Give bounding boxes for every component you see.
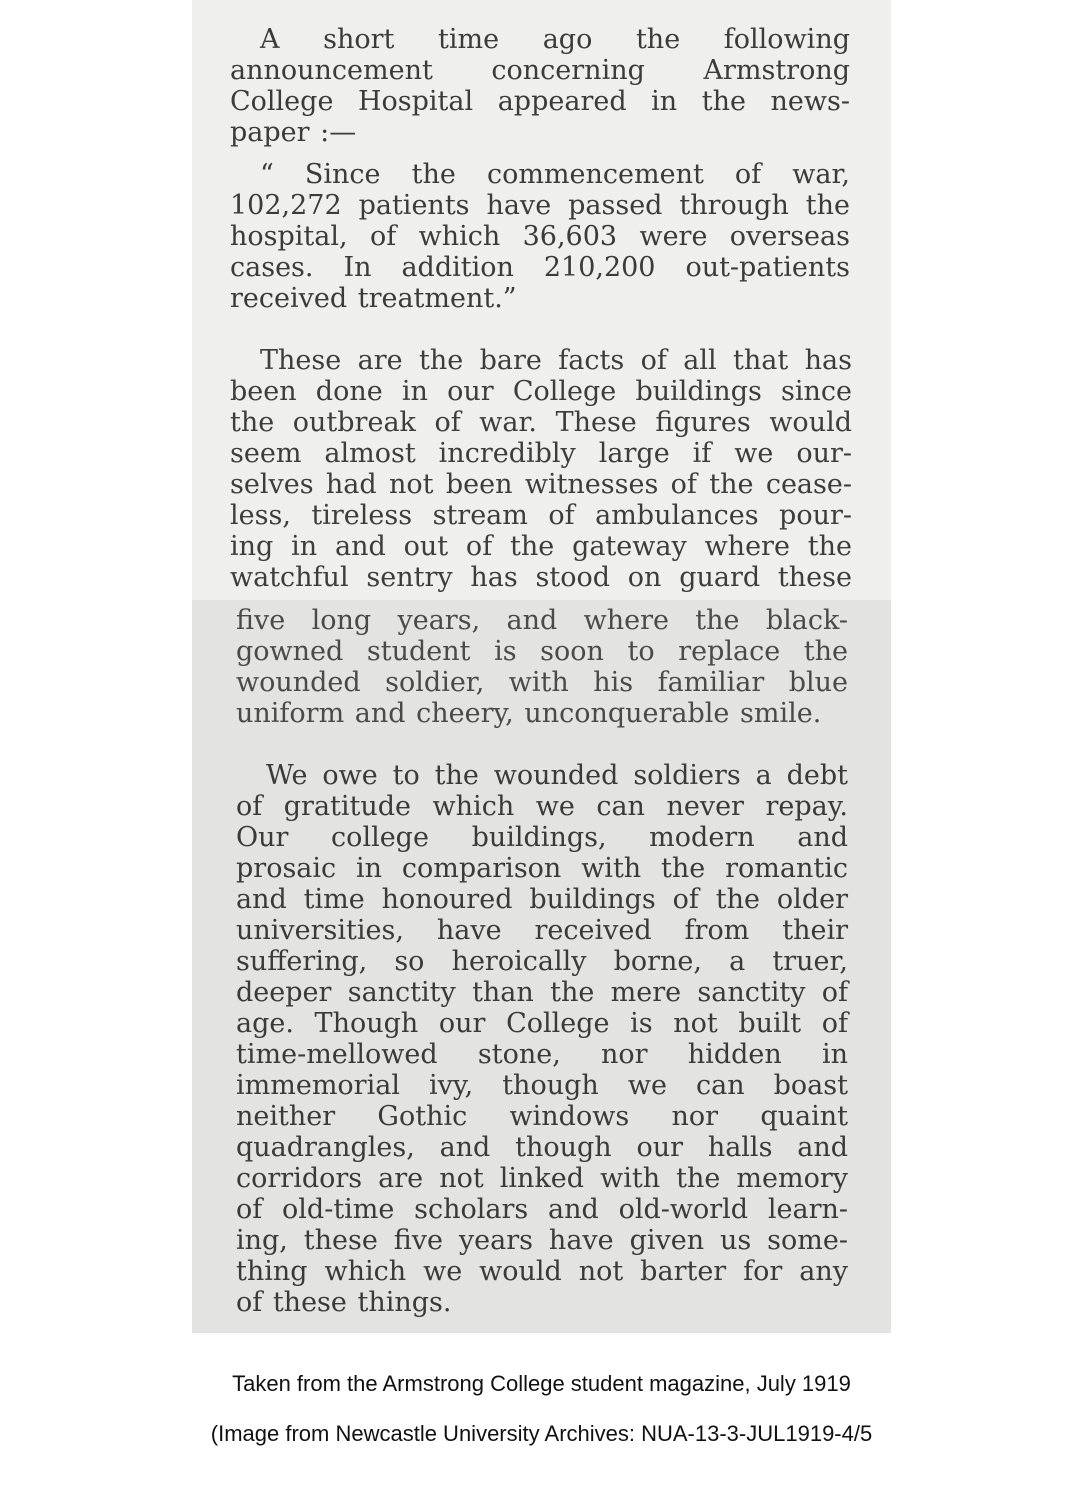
text-line: watchful sentry has stood on guard these <box>230 562 852 593</box>
paragraph-bare-facts <box>230 345 852 593</box>
paragraph-gratitude <box>236 760 848 1318</box>
text-line: of these things. <box>236 1287 452 1318</box>
caption-source: Taken from the Armstrong College student magazine, July 1919 <box>232 1371 851 1396</box>
text-line: hospital, of which 36,603 were overseas <box>230 221 850 252</box>
paragraph-five-years <box>236 605 848 729</box>
text-line: These are the bare facts of all that has <box>260 345 852 376</box>
text-line: gowned student is soon to replace the <box>236 636 848 667</box>
text-line: corridors are not linked with the memory <box>236 1163 848 1194</box>
text-line: Our college buildings, modern and <box>236 822 848 853</box>
text-line: neither Gothic windows nor quaint <box>236 1101 848 1132</box>
text-line: quadrangles, and though our halls and <box>236 1132 848 1163</box>
text-line: deeper sanctity than the mere sanctity of <box>236 977 848 1008</box>
text-line: thing which we would not barter for any <box>236 1256 848 1287</box>
text-line: ing, these five years have given us some- <box>236 1225 848 1256</box>
paragraph-announcement-intro <box>230 24 850 148</box>
text-line: uniform and cheery, unconquerable smile. <box>236 698 822 729</box>
text-line: of old-time scholars and old-world learn- <box>236 1194 848 1225</box>
text-line: 102,272 patients have passed through the <box>230 190 850 221</box>
text-line: five long years, and where the black- <box>236 605 848 636</box>
text-line: of gratitude which we can never repay. <box>236 791 848 822</box>
text-line: been done in our College buildings since <box>230 376 852 407</box>
text-line: suffering, so heroically borne, a truer, <box>236 946 848 977</box>
text-line: paper :— <box>230 117 357 148</box>
text-line: time-mellowed stone, nor hidden in <box>236 1039 848 1070</box>
text-line: seem almost incredibly large if we our- <box>230 438 852 469</box>
text-line: and time honoured buildings of the older <box>236 884 848 915</box>
scanned-article <box>192 0 891 1333</box>
text-line: universities, have received from their <box>236 915 848 946</box>
text-line: immemorial ivy, though we can boast <box>236 1070 848 1101</box>
text-line: age. Though our College is not built of <box>236 1008 848 1039</box>
text-line: announcement concerning Armstrong <box>230 55 850 86</box>
text-line: cases. In addition 210,200 out-patients <box>230 252 850 283</box>
text-line: less, tireless stream of ambulances pour- <box>230 500 852 531</box>
text-line: ing in and out of the gateway where the <box>230 531 852 562</box>
text-line: “ Since the commencement of war, <box>260 159 850 190</box>
text-line: received treatment.” <box>230 283 517 314</box>
text-line: prosaic in comparison with the romantic <box>236 853 848 884</box>
text-line: We owe to the wounded soldiers a debt <box>266 760 848 791</box>
paragraph-quote <box>230 159 850 314</box>
text-line: College Hospital appeared in the news- <box>230 86 850 117</box>
text-line: wounded soldier, with his familiar blue <box>236 667 848 698</box>
text-line: selves had not been witnesses of the cease- <box>230 469 852 500</box>
text-line: the outbreak of war. These figures would <box>230 407 852 438</box>
text-line: A short time ago the following <box>260 24 850 55</box>
caption-archive-reference: (Image from Newcastle University Archives: NUA-13-3-JUL1919-4/5 <box>210 1421 873 1446</box>
